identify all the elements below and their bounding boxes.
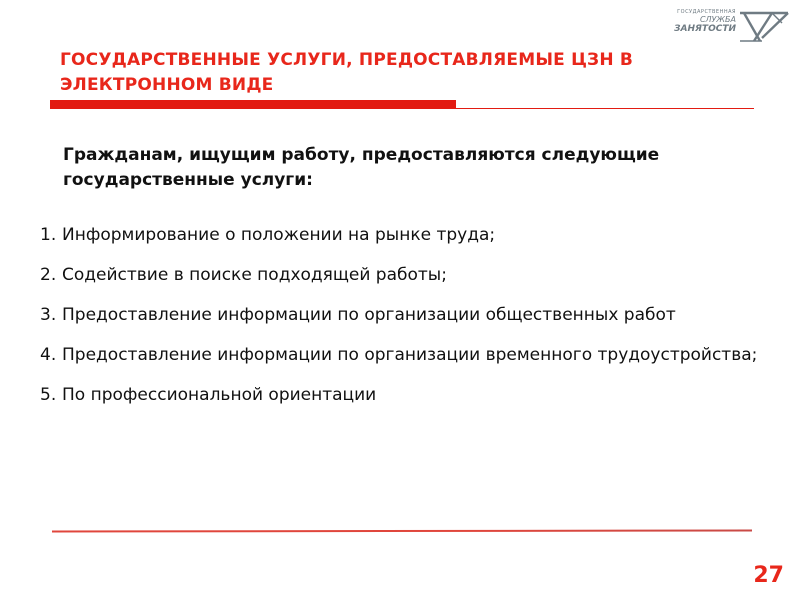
logo-mark-icon	[738, 8, 790, 44]
title-underline-bar	[50, 100, 456, 109]
list-item-number: 3.	[40, 305, 57, 325]
title-underline-line	[456, 108, 754, 109]
services-list	[40, 223, 780, 423]
employment-service-logo	[658, 8, 790, 44]
footer-divider	[52, 530, 752, 533]
logo-text	[658, 10, 736, 34]
page-number: 27	[753, 563, 784, 588]
intro-text: Гражданам, ищущим работу, предоставляются следующие государственные услуги:	[63, 145, 660, 190]
slide-title: ГОСУДАРСТВЕННЫЕ УСЛУГИ, ПРЕДОСТАВЛЯЕМЫЕ ЦЗН В ЭЛЕКТРОННОМ ВИДЕ	[60, 50, 634, 95]
list-item-number: 4.	[40, 345, 57, 365]
list-item	[40, 223, 780, 248]
list-item-number: 1.	[40, 225, 57, 245]
list-item	[40, 343, 780, 368]
logo-line-2: СЛУЖБА	[699, 15, 736, 24]
list-item-text: Содействие в поиске подходящей работы;	[62, 265, 447, 285]
list-item-number: 2.	[40, 265, 57, 285]
list-item-text: Предоставление информации по организации общественных работ	[62, 305, 676, 325]
list-item-number: 5.	[40, 385, 57, 405]
list-item	[40, 303, 780, 328]
logo-line-1: ГОСУДАРСТВЕННАЯ	[677, 9, 736, 15]
list-item	[40, 263, 780, 288]
list-item-text: По профессиональной ориентации	[62, 385, 377, 405]
logo-line-3: ЗАНЯТОСТИ	[674, 24, 736, 34]
list-item-text: Предоставление информации по организации временного трудоустройства;	[62, 345, 758, 365]
list-item-text: Информирование о положении на рынке труда;	[62, 225, 496, 245]
list-item	[40, 383, 780, 408]
